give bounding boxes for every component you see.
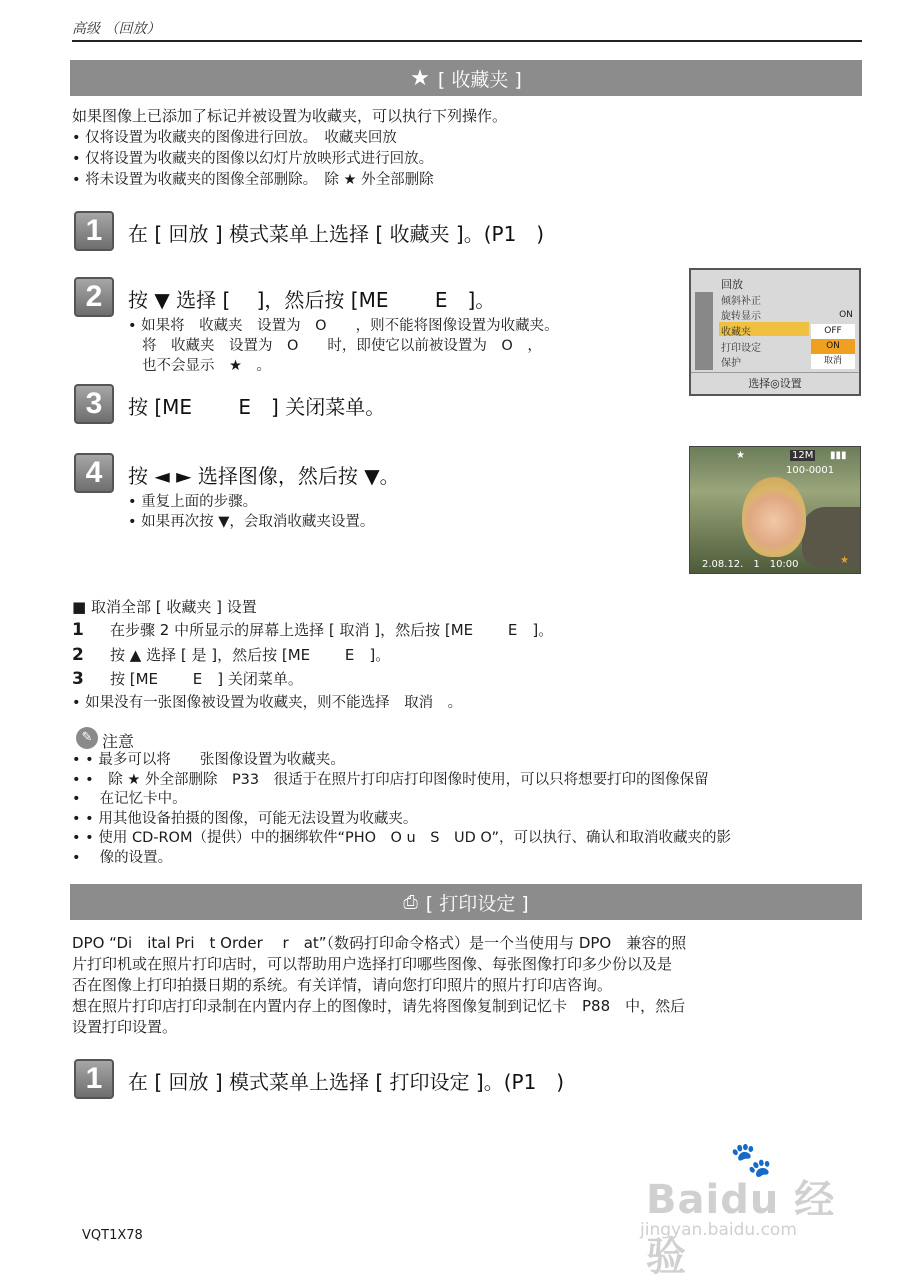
watermark-sub: jingyan.baidu.com	[640, 1220, 797, 1240]
print-step-1-badge: 1	[74, 1059, 114, 1099]
menu-item: 打印设定	[721, 343, 761, 354]
photo-screen-illustration	[689, 446, 861, 574]
print-step-1-text: 在 [ 回放 ] 模式菜单上选择 [ 打印设定 ]。(P1 )	[128, 1070, 565, 1094]
list-item: • 仅将设置为收藏夹的图像以幻灯片放映形式进行回放。	[72, 149, 434, 170]
note-label: 注意	[102, 732, 135, 751]
portrait-subject	[742, 477, 806, 557]
option-off: OFF	[811, 324, 855, 339]
step-3-text: 按 [ME E ] 关闭菜单。	[128, 395, 386, 419]
note-line: • 重复上面的步骤。	[128, 494, 258, 510]
list-item: • 将未设置为收藏夹的图像全部删除。 除 ★ 外全部删除	[72, 170, 434, 191]
menu-item: 倾斜补正	[721, 296, 761, 307]
note-line: 也不会显示 ★ 。	[142, 358, 271, 374]
cancel-note: • 如果没有一张图像被设置为收藏夹，则不能选择 取消 。	[72, 695, 463, 711]
step-1-text: 在 [ 回放 ] 模式菜单上选择 [ 收藏夹 ]。(P1 )	[128, 222, 545, 246]
step-4-text: 按 ◄ ► 选择图像，然后按 ▼。	[128, 464, 400, 488]
step-4-badge: 4	[74, 453, 114, 493]
step-3-badge: 3	[74, 384, 114, 424]
favorite-star-icon: ★	[840, 555, 849, 566]
note-line: • • 用其他设备拍摄的图像，可能无法设置为收藏夹。	[72, 810, 731, 830]
cancel-step-3	[72, 668, 303, 689]
cancel-step-2-text: 按 ▲ 选择 [ 是 ]，然后按 [ME E ]。	[110, 646, 391, 664]
menu-item: 旋转显示	[721, 311, 761, 322]
menu-side-value: ON	[839, 310, 853, 320]
step-1-badge: 1	[74, 211, 114, 251]
paragraph-line: 设置打印设置。	[72, 1018, 178, 1036]
paragraph-line: 想在照片打印店打印录制在内置内存上的图像时，请先将图像复制到记忆卡 P88 中，然后	[72, 997, 686, 1015]
header-rule	[72, 40, 862, 42]
cancel-step-2	[72, 644, 390, 665]
menu-item: 保护	[721, 358, 741, 369]
paragraph-line: 片打印机或在照片打印店时，可以帮助用户选择打印哪些图像、每张图像打印多少份以及是	[72, 955, 673, 973]
star-icon: ★	[736, 450, 745, 461]
menu-item-selected: 收藏夹	[721, 327, 751, 338]
favorite-section-bar	[70, 60, 862, 96]
favorite-bullets	[72, 128, 434, 191]
step-2-text: 按 ▼ 选择 [ ]，然后按 [ME E ]。	[128, 288, 496, 312]
print-section-bar	[70, 884, 862, 920]
paragraph-line: DPO “Di ital Pri t Order r at”（数码打印命令格式）是一个当使用与 DPO 兼容的照	[72, 934, 687, 952]
paw-logo-icon: 🐾	[730, 1140, 773, 1180]
print-description	[72, 933, 686, 1038]
option-cancel: 取消	[811, 354, 855, 369]
notes-list	[72, 751, 731, 868]
favorite-heading: [ 收藏夹 ]	[437, 68, 522, 91]
pencil-note-icon: ✎	[76, 727, 98, 749]
cancel-step-2-num: 2	[72, 645, 84, 665]
option-on: ON	[811, 339, 855, 354]
cancel-step-1-text: 在步骤 2 中所显示的屏幕上选择 [ 取消 ]，然后按 [ME E ]。	[110, 621, 554, 639]
size-badge: 12M	[792, 450, 814, 461]
note-line: • 如果将 收藏夹 设置为 O ，则不能将图像设置为收藏夹。	[128, 318, 559, 334]
menu-side-tabs	[695, 292, 713, 370]
note-line: • 像的设置。	[72, 849, 731, 869]
note-line: • 如果再次按 ▼，会取消收藏夹设置。	[128, 514, 375, 530]
step-2-badge: 2	[74, 277, 114, 317]
watermark-main: Baidu 经验	[646, 1177, 836, 1280]
cancel-all-title: ■ 取消全部 [ 收藏夹 ] 设置	[72, 598, 257, 616]
paragraph-line: 否在图像上打印拍摄日期的系统。有关详情，请向您打印照片的照片打印店咨询。	[72, 976, 613, 994]
list-item: • 仅将设置为收藏夹的图像进行回放。 收藏夹回放	[72, 128, 434, 149]
menu-screen-illustration	[689, 268, 861, 396]
menu-screen-title: 回放	[721, 278, 743, 291]
menu-screen-footer: 选择◎设置	[691, 372, 859, 394]
favorite-intro: 如果图像上已添加了标记并被设置为收藏夹，可以执行下列操作。	[72, 107, 508, 125]
battery-icon: ▮▮▮	[830, 450, 847, 461]
note-line: • 在记忆卡中。	[72, 790, 731, 810]
print-heading: [ 打印设定 ]	[425, 892, 529, 915]
cancel-step-1	[72, 619, 553, 640]
baidu-watermark	[640, 1140, 860, 1280]
star-icon: ★	[410, 65, 430, 91]
note-line: • • 最多可以将 张图像设置为收藏夹。	[72, 751, 731, 771]
cancel-step-3-text: 按 [ME E ] 关闭菜单。	[110, 670, 303, 688]
note-line: • • 使用 CD-ROM（提供）中的捆绑软件“PHO O u S UD O”，可以执行、确认和取消收藏夹的影	[72, 829, 731, 849]
note-line: 将 收藏夹 设置为 O 时，即使它以前被设置为 O ，	[142, 338, 542, 354]
note-line: • • 除 ★ 外全部删除 P33 很适于在照片打印店打印图像时使用，可以只将想要打印的图像保留	[72, 771, 731, 791]
cancel-step-1-num: 1	[72, 620, 84, 640]
file-number: 100-0001	[786, 465, 835, 476]
photo-date: 2.08.12. 1 10:00	[702, 559, 799, 570]
step-4-notes	[128, 492, 374, 532]
page-header-title: 高级 （回放）	[72, 21, 161, 37]
cancel-step-3-num: 3	[72, 669, 84, 689]
step-2-notes	[128, 316, 559, 376]
background-rock	[802, 507, 860, 567]
document-code: VQT1X78	[82, 1228, 143, 1243]
print-icon: ⎙	[403, 891, 418, 913]
